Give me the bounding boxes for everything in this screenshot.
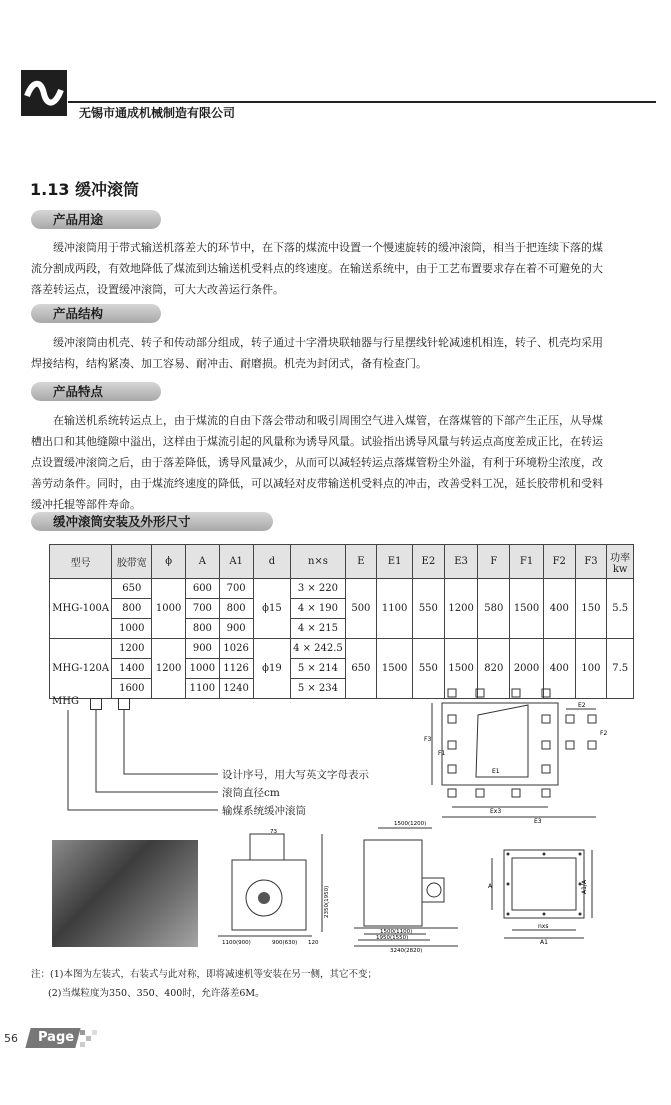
- col-header: 型号: [50, 545, 112, 579]
- usage-line: 缓冲滚筒用于带式输送机落差大的环节中，在下落的煤流中设置一个慢速旋转的缓冲滚筒，相当于把连续下落的煤: [53, 241, 603, 254]
- e2-cell: 550: [413, 579, 445, 639]
- features-line: 在输送机系统转运点上，由于煤流的自由下落会带动和吸引周围空气进入煤管，在落煤管的下部产生正压，从导煤: [53, 414, 603, 427]
- f-cell: 580: [478, 579, 510, 639]
- features-line: 槽出口和其他缝隙中溢出，这样由于煤流引起的风量称为诱导风量。试验指出诱导风量与转运点高度差成正比，在转运: [31, 435, 603, 448]
- e1-cell: 1500: [377, 639, 413, 699]
- width-cell: 1600: [112, 679, 152, 699]
- structure-line: 缓冲滚筒由机壳、转子和传动部分组成，转子通过十字滑块联轴器与行星摆线针轮减速机相连，转子、机壳均采用: [53, 336, 603, 349]
- e2-cell: 550: [413, 639, 445, 699]
- legend-line: 滚筒直径cm: [222, 787, 280, 799]
- a-cell: 1100: [186, 679, 220, 699]
- width-cell: 1400: [112, 659, 152, 679]
- plan-label: E1: [492, 768, 500, 775]
- plan-label: F3: [424, 736, 432, 743]
- d-cell: ϕ15: [253, 579, 291, 639]
- plan-label: Ex3: [490, 808, 502, 815]
- width-cell: 800: [112, 599, 152, 619]
- front-label: 1500(1200): [394, 821, 427, 827]
- product-photo: [52, 840, 198, 947]
- f1-cell: 1500: [510, 579, 544, 639]
- a1-cell: 900: [219, 619, 253, 639]
- ns-cell: 5 × 234: [291, 679, 345, 699]
- features-line: 缓冲托辊等部件寿命。: [31, 498, 141, 511]
- model-code-prefix: MHG: [52, 696, 79, 707]
- f3-cell: 150: [575, 579, 607, 639]
- usage-line: 落差转运点，设置缓冲滚筒，可大大改善运行条件。: [31, 283, 284, 296]
- structure-heading: 产品结构: [31, 304, 161, 323]
- page-label: Page: [38, 1030, 75, 1045]
- col-header: F: [478, 545, 510, 579]
- table-row: [50, 579, 634, 599]
- usage-paragraph: [31, 237, 659, 300]
- col-header: F1: [510, 545, 544, 579]
- legend-line: 输煤系统缓冲滚筒: [222, 805, 306, 817]
- side-view-drawing: [212, 828, 342, 948]
- col-header: n×s: [291, 545, 345, 579]
- e3-cell: 1200: [444, 579, 478, 639]
- side-label: 120: [308, 940, 319, 946]
- usage-heading: 产品用途: [31, 210, 161, 229]
- col-header: E1: [377, 545, 413, 579]
- col-header: ϕ: [152, 545, 186, 579]
- note-line: (2)当煤粒度为350、350、400时，允许落差6M。: [48, 988, 265, 999]
- width-cell: 1000: [112, 619, 152, 639]
- width-cell: 650: [112, 579, 152, 599]
- ns-cell: 3 × 220: [291, 579, 345, 599]
- ns-cell: 5 × 214: [291, 659, 345, 679]
- f3-cell: 100: [575, 639, 607, 699]
- e1-cell: 1100: [377, 579, 413, 639]
- col-header: 胶带宽: [112, 545, 152, 579]
- a1-cell: 1026: [219, 639, 253, 659]
- f2-cell: 400: [543, 639, 575, 699]
- features-heading: 产品特点: [31, 382, 161, 401]
- features-paragraph: [31, 410, 659, 515]
- table-header-row: [50, 545, 634, 579]
- ns-cell: 4 × 190: [291, 599, 345, 619]
- phi-cell: 1000: [152, 579, 186, 639]
- a-cell: 700: [186, 599, 220, 619]
- a-cell: 600: [186, 579, 220, 599]
- structure-paragraph: [31, 332, 659, 374]
- ns-cell: 4 × 242.5: [291, 639, 345, 659]
- col-header: A: [186, 545, 220, 579]
- header-rule: [68, 101, 656, 103]
- col-header: F3: [575, 545, 607, 579]
- plan-label: E2: [578, 702, 586, 709]
- f1-cell: 2000: [510, 639, 544, 699]
- col-header: E: [345, 545, 377, 579]
- flange-label: A1: [540, 939, 548, 946]
- note-line: 注：(1)本图为左装式，右装式与此对称，即将减速机等安装在另一侧，其它不变；: [31, 969, 377, 980]
- a1-cell: 1240: [219, 679, 253, 699]
- flange-label: nxs: [538, 923, 549, 930]
- e-cell: 500: [345, 579, 377, 639]
- a1-cell: 1126: [219, 659, 253, 679]
- plan-view-drawing: [418, 685, 618, 823]
- f-cell: 820: [478, 639, 510, 699]
- front-view-drawing: [350, 818, 470, 954]
- company-name: 无锡市通成机械制造有限公司: [79, 106, 236, 120]
- spec-table: [49, 544, 634, 699]
- legend-line: 设计序号，用大写英文字母表示: [222, 769, 369, 781]
- usage-line: 流分割成两段，有效地降低了煤流到达输送机受料点的终速度。在输送系统中，由于工艺布置要求存在着不可避免的大: [31, 262, 603, 275]
- col-header: F2: [543, 545, 575, 579]
- a-cell: 1000: [186, 659, 220, 679]
- flange-label: A1/A: [581, 879, 588, 894]
- table-row: [50, 639, 634, 659]
- e3-cell: 1500: [444, 639, 478, 699]
- features-line: 点设置缓冲滚筒之后，由于落差降低，诱导风量减少，从而可以减轻转运点落煤管粉尘外溢，有利于环境粉尘浓度，改: [31, 456, 603, 469]
- a1-cell: 700: [219, 579, 253, 599]
- col-header: A1: [219, 545, 253, 579]
- structure-line: 焊接结构，结构紧凑、加工容易、耐冲击、耐磨损。机壳为封闭式，备有检查门。: [31, 357, 427, 370]
- model-cell: MHG-100A: [50, 579, 112, 639]
- flange-view-drawing: [480, 842, 600, 946]
- model-code-leaders: [60, 708, 220, 814]
- side-label: 900(630): [272, 940, 298, 946]
- col-header: E2: [413, 545, 445, 579]
- plan-label: E3: [534, 818, 542, 823]
- dimensions-heading: 缓冲滚筒安装及外形尺寸: [31, 512, 273, 531]
- company-logo: [21, 70, 67, 116]
- col-header: 功率 kw: [607, 545, 634, 579]
- side-label: 2350(1950): [324, 885, 330, 918]
- col-header: E3: [444, 545, 478, 579]
- page-squares-icon: [80, 1030, 98, 1048]
- a1-cell: 800: [219, 599, 253, 619]
- front-label: 1500(1100): [380, 929, 413, 935]
- f2-cell: 400: [543, 579, 575, 639]
- plan-label: F2: [600, 730, 608, 737]
- a-cell: 800: [186, 619, 220, 639]
- width-cell: 1200: [112, 639, 152, 659]
- side-label: 73: [270, 829, 277, 835]
- d-cell: ϕ19: [253, 639, 291, 699]
- front-label: 3240(2820): [390, 948, 423, 954]
- power-cell: 7.5: [607, 639, 634, 699]
- front-label: 1950(1550): [376, 935, 409, 941]
- section-title: 1.13 缓冲滚筒: [30, 180, 140, 199]
- flange-label: A: [488, 883, 493, 890]
- a-cell: 900: [186, 639, 220, 659]
- model-cell: MHG-120A: [50, 639, 112, 699]
- e-cell: 650: [345, 639, 377, 699]
- side-label: 1100(900): [222, 940, 251, 946]
- ns-cell: 4 × 215: [291, 619, 345, 639]
- phi-cell: 1200: [152, 639, 186, 699]
- col-header: d: [253, 545, 291, 579]
- page-number: 56: [4, 1032, 18, 1045]
- plan-label: F1: [438, 750, 446, 757]
- power-cell: 5.5: [607, 579, 634, 639]
- features-line: 善劳动条件。同时，由于煤流终速度的降低，可以减轻对皮带输送机受料点的冲击，改善受料工况，延长胶带机和受料: [31, 477, 603, 490]
